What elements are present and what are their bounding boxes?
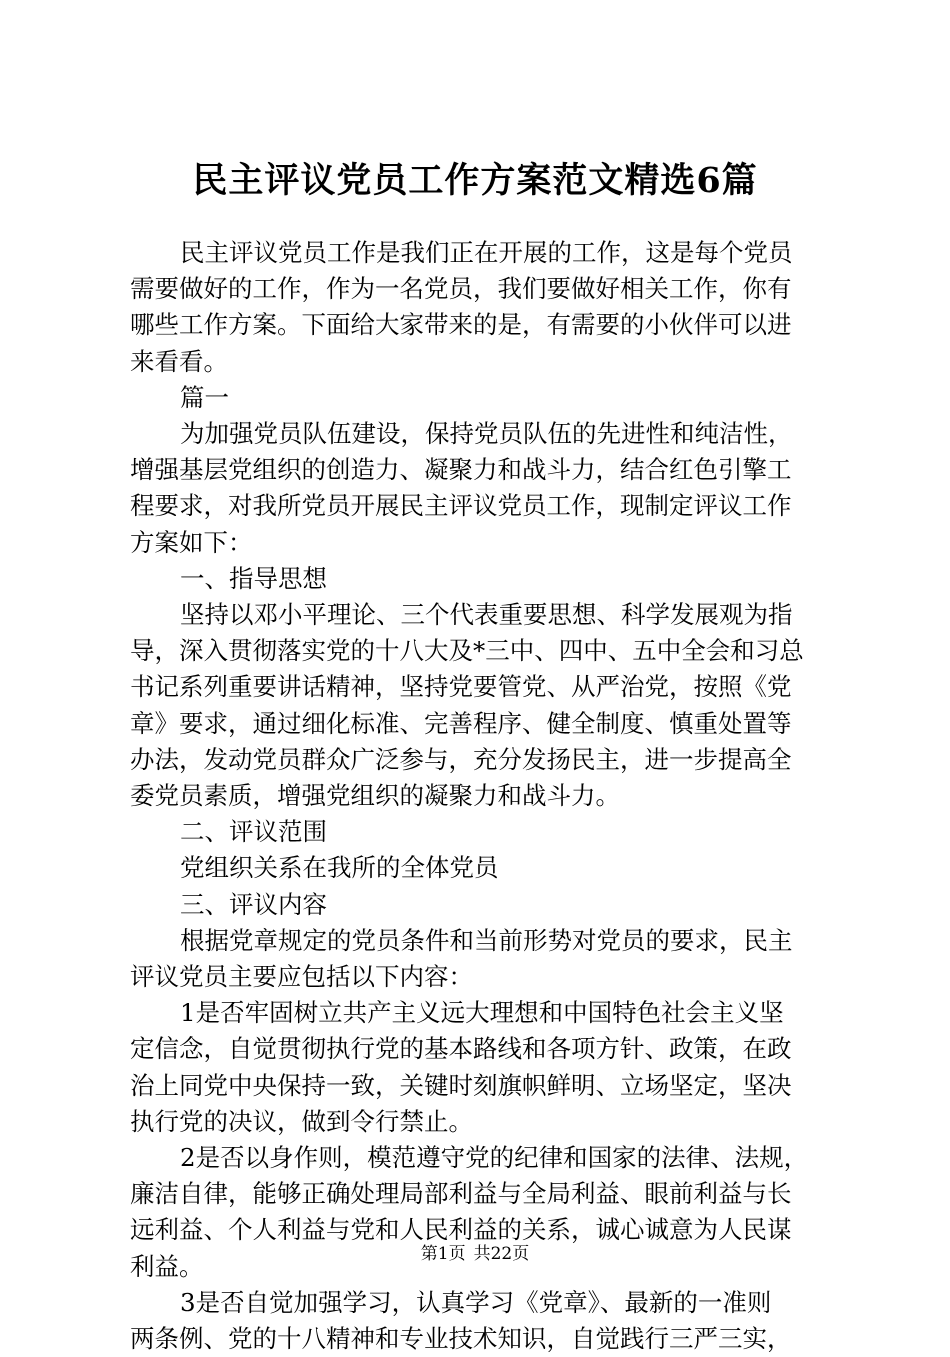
text-line: 书记系列重要讲话精神，坚持党要管党、从严治党，按照《党 xyxy=(130,672,792,702)
paragraph xyxy=(130,416,830,561)
text-line: 委党员素质，增强党组织的凝聚力和战斗力。 xyxy=(130,781,620,811)
document-body xyxy=(130,235,830,1357)
text-line: 一、指导思想 xyxy=(180,563,327,593)
paragraph xyxy=(130,597,830,814)
text-line: 二、评议范围 xyxy=(180,817,327,847)
paragraph xyxy=(130,380,830,416)
text-line: 三、评议内容 xyxy=(180,889,327,919)
text-line: 两条例、党的十八精神和专业技术知识，自觉践行三严三实， xyxy=(130,1324,792,1354)
text-line: 党组织关系在我所的全体党员 xyxy=(180,853,499,883)
paragraph xyxy=(130,1285,830,1357)
text-line: 1是否牢固树立共产主义远大理想和中国特色社会主义坚 xyxy=(180,998,784,1028)
text-line: 导，深入贯彻落实党的十八大及*三中、四中、五中全会和习总 xyxy=(130,636,804,666)
paragraph xyxy=(130,887,830,923)
text-line: 廉洁自律，能够正确处理局部利益与全局利益、眼前利益与长 xyxy=(130,1179,792,1209)
text-line: 坚持以邓小平理论、三个代表重要思想、科学发展观为指 xyxy=(180,600,793,630)
text-line: 评议党员主要应包括以下内容： xyxy=(130,962,473,992)
text-line: 3是否自觉加强学习，认真学习《党章》、最新的一准则 xyxy=(180,1287,772,1317)
paragraph xyxy=(130,235,830,380)
text-line: 章》要求，通过细化标准、完善程序、健全制度、慎重处置等 xyxy=(130,708,792,738)
text-line: 定信念，自觉贯彻执行党的基本路线和各项方针、政策，在政 xyxy=(130,1034,792,1064)
text-line: 篇一 xyxy=(180,382,229,412)
text-line: 利益。 xyxy=(130,1251,204,1281)
text-line: 程要求，对我所党员开展民主评议党员工作，现制定评议工作 xyxy=(130,491,792,521)
text-line: 民主评议党员工作是我们正在开展的工作，这是每个党员 xyxy=(180,238,793,267)
document-title: 民主评议党员工作方案范文精选6篇 xyxy=(192,160,758,201)
page-footer xyxy=(0,1242,950,1266)
page-number: 第1页 xyxy=(420,1244,466,1264)
text-line: 来看看。 xyxy=(130,346,228,376)
text-line: 远利益、个人利益与党和人民利益的关系，诚心诚意为人民谋 xyxy=(130,1215,792,1245)
text-line: 需要做好的工作，作为一名党员，我们要做好相关工作，你有 xyxy=(130,274,792,304)
text-line: 治上同党中央保持一致，关键时刻旗帜鲜明、立场坚定，坚决 xyxy=(130,1070,792,1100)
text-line: 为加强党员队伍建设，保持党员队伍的先进性和纯洁性， xyxy=(180,419,793,449)
text-line: 增强基层党组织的创造力、凝聚力和战斗力，结合红色引擎工 xyxy=(130,455,792,485)
paragraph xyxy=(130,850,830,886)
text-line: 办法，发动党员群众广泛参与，充分发扬民主，进一步提高全 xyxy=(130,744,792,774)
paragraph xyxy=(130,814,830,850)
paragraph xyxy=(130,561,830,597)
paragraph xyxy=(130,995,830,1140)
text-line: 根据党章规定的党员条件和当前形势对党员的要求，民主 xyxy=(180,925,793,955)
paragraph xyxy=(130,923,830,995)
text-line: 2是否以身作则，模范遵守党的纪律和国家的法律、法规， xyxy=(180,1143,809,1173)
text-line: 方案如下： xyxy=(130,527,253,557)
text-line: 哪些工作方案。下面给大家带来的是，有需要的小伙伴可以进 xyxy=(130,310,792,340)
text-line: 执行党的决议，做到令行禁止。 xyxy=(130,1106,473,1136)
page-total: 共22页 xyxy=(473,1244,530,1264)
